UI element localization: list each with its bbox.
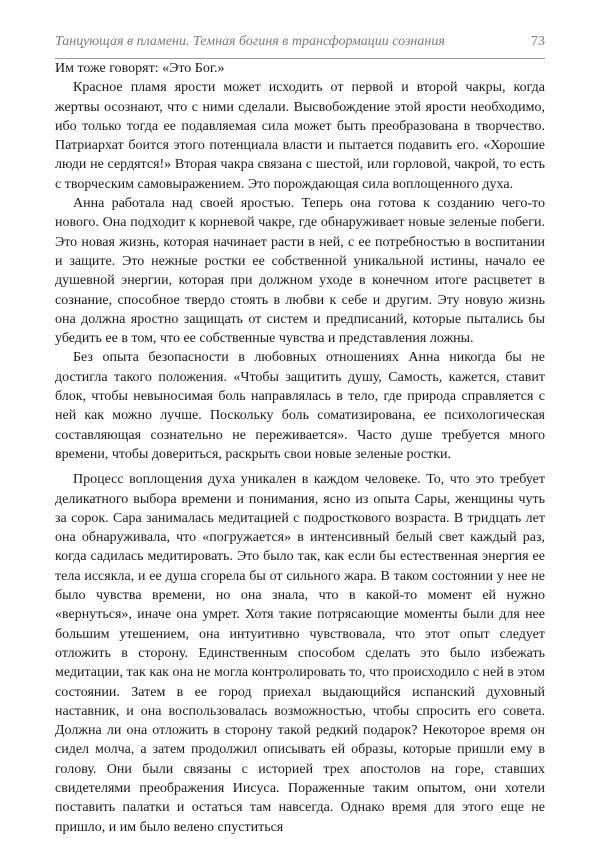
body-text [55, 59, 545, 837]
paragraph-3: Анна работала над своей яростью. Теперь она готова к созданию чего-то нового. Она подходит к корневой чакре, где обнаруживает новые зеленые побеги. Это новая жизнь, которая начинает расти в ней, с ее потребностью в воспитании и защите. Это нежные ростки ее собственной уникальной истины, начало ее душевной энергии, которая при должном уходе в конечном итоге расцветет в сознание, способное твердо стоять в любви к себе и другим. Эту новую жизнь она должна яростно защищать от систем и предписаний, которые пытались бы убедить ее в том, что ее собственные чувства и представления ложны. [55, 196, 545, 347]
paragraph-1: Им тоже говорят: «Это Бог.» [55, 61, 225, 76]
paragraph-2: Красное пламя ярости может исходить от первой и второй чакры, когда жертвы осознают, что с ними сделали. Высвобождение этой ярости необходимо, ибо только тогда ее подавляемая сила может быть преобразована в творчество. Патриархат боится этого потенциала власти и пытается подавить его. «Хорошие люди не сердятся!» Вторая чакра связана с шестой, или горловой, чакрой, то есть с творческим самовыражением. Это порождающая сила воплощенного духа. [55, 80, 545, 192]
running-header [55, 34, 545, 59]
paragraph-4: Без опыта безопасности в любовных отношениях Анна никогда бы не достигла такого положения. «Чтобы защитить душу, Самость, кажется, ставит блок, чтобы невыносимая боль направлялась в тело, где природа справляется с ней как можно лучше. Поскольку боль соматизирована, ее психологическая составляющая сознательно не переживается». Часто душе требуется много времени, чтобы довериться, раскрыть свои новые зеленые ростки. [55, 350, 545, 462]
page-number: 73 [531, 34, 545, 49]
paragraph-5: Процесс воплощения духа уникален в каждом человеке. То, что это требует деликатного выбора времени и понимания, ясно из опыта Сары, женщины чуть за сорок. Сара занималась медитацией с подросткового возраста. В тридцать лет она обнаруживала, что «погружается» в интенсивный белый свет каждый раз, когда садилась медитировать. Это было так, как если бы естественная энергия ее тела иссякла, и ее душа сгорела бы от сильного жара. В таком состоянии у нее не было чувства времени, но она знала, что в какой-то момент ей нужно «вернуться», иначе она умрет. Хотя такие потрясающие моменты были для нее большим утешением, она интуитивно чувствовала, что этот опыт следует отложить в сторону. Единственным способом сделать это было избежать медитации, так как она не могла контролировать то, что происходило с ней в этом состоянии. Затем в ее город приехал выдающийся испанский духовный наставник, и она воспользовалась возможностью, чтобы спросить его совета. Должна ли она отложить в сторону такой редкий подарок? Некоторое время он сидел молча, а затем продолжил описывать ей образы, которые пришли ему в голову. Они были связаны с историей трех апостолов на горе, ставших свидетелями преображения Иисуса. Пораженные таким опытом, они хотели поставить палатки и остаться там навсегда. Однако время для этого еще не пришло, и им было велено спуститься [55, 472, 545, 835]
running-title: Танцующая в пламени. Темная богиня в трансформации сознания [55, 34, 445, 49]
